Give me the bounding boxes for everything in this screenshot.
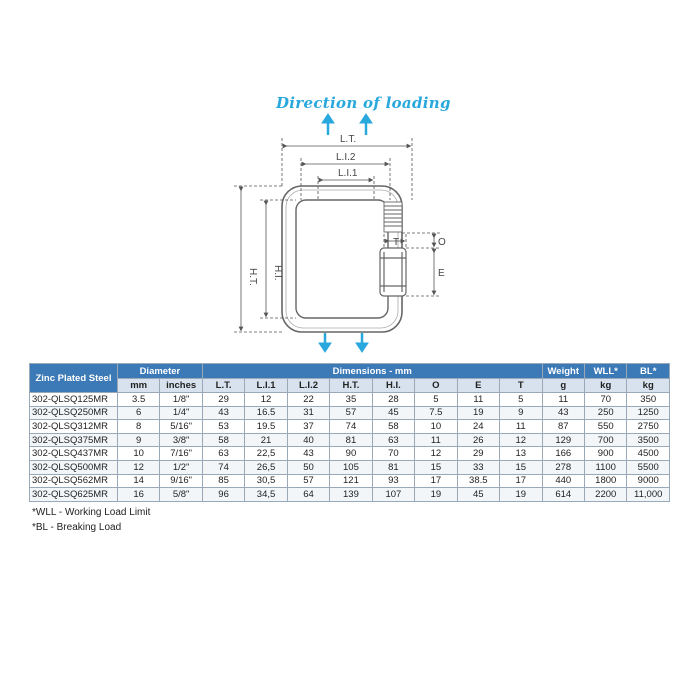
table-cell: 250 — [585, 406, 627, 420]
table-cell: 16 — [117, 488, 159, 502]
table-cell: 33 — [457, 460, 499, 474]
table-cell: 50 — [287, 460, 329, 474]
table-cell: 9000 — [627, 474, 670, 488]
table-cell: 11 — [542, 393, 584, 407]
header-product: Zinc Plated Steel — [30, 364, 118, 393]
table-cell: 3500 — [627, 433, 670, 447]
table-cell: 31 — [287, 406, 329, 420]
table-cell: 40 — [287, 433, 329, 447]
table-cell: 64 — [287, 488, 329, 502]
table-cell: 3.5 — [117, 393, 159, 407]
table-cell: 16.5 — [245, 406, 287, 420]
load-arrow-down-right — [356, 333, 368, 352]
subheader-cell: O — [415, 379, 457, 393]
table-cell: 19 — [415, 488, 457, 502]
table-cell: 57 — [287, 474, 329, 488]
load-arrow-up-left — [322, 114, 334, 135]
table-cell: 10 — [415, 420, 457, 434]
table-cell: 1800 — [585, 474, 627, 488]
table-cell: 53 — [202, 420, 244, 434]
table-cell: 21 — [245, 433, 287, 447]
table-row — [30, 447, 670, 461]
dim-label-li1: L.I.1 — [338, 168, 358, 179]
table-cell: 11,000 — [627, 488, 670, 502]
table-cell: 70 — [372, 447, 414, 461]
table-cell: 43 — [542, 406, 584, 420]
dim-label-li2: L.I.2 — [336, 152, 356, 163]
table-cell: 5/16" — [160, 420, 202, 434]
table-cell: 87 — [542, 420, 584, 434]
note-wll: *WLL - Working Load Limit — [32, 507, 151, 518]
table-row — [30, 433, 670, 447]
table-cell: 350 — [627, 393, 670, 407]
table-cell: 440 — [542, 474, 584, 488]
subheader-cell: L.I.1 — [245, 379, 287, 393]
product-code-cell: 302-QLSQ312MR — [30, 420, 118, 434]
table-cell: 900 — [585, 447, 627, 461]
table-row — [30, 393, 670, 407]
table-cell: 166 — [542, 447, 584, 461]
table-cell: 70 — [585, 393, 627, 407]
table-row — [30, 474, 670, 488]
table-cell: 74 — [202, 460, 244, 474]
table-cell: 12 — [245, 393, 287, 407]
table-cell: 26 — [457, 433, 499, 447]
table-cell: 11 — [500, 420, 543, 434]
product-code-cell: 302-QLSQ562MR — [30, 474, 118, 488]
table-cell: 63 — [202, 447, 244, 461]
table-cell: 19 — [500, 488, 543, 502]
table-cell: 2750 — [627, 420, 670, 434]
table-cell: 30,5 — [245, 474, 287, 488]
header-wll: WLL* — [585, 364, 627, 379]
table-cell: 6 — [117, 406, 159, 420]
subheader-cell: H.I. — [372, 379, 414, 393]
notes — [32, 505, 150, 535]
table-cell: 1100 — [585, 460, 627, 474]
load-arrow-down-left — [319, 333, 331, 352]
table-cell: 5500 — [627, 460, 670, 474]
table-cell: 26,5 — [245, 460, 287, 474]
note-bl: *BL - Breaking Load — [32, 522, 122, 533]
header-weight: Weight — [542, 364, 584, 379]
table-cell: 63 — [372, 433, 414, 447]
subheader-cell: L.I.2 — [287, 379, 329, 393]
table-cell: 7/16" — [160, 447, 202, 461]
subheader-cell: kg — [627, 379, 670, 393]
table-cell: 35 — [330, 393, 372, 407]
product-code-cell: 302-QLSQ250MR — [30, 406, 118, 420]
subheader-cell: H.T. — [330, 379, 372, 393]
table-cell: 58 — [372, 420, 414, 434]
table-cell: 3/8" — [160, 433, 202, 447]
table-cell: 121 — [330, 474, 372, 488]
table-cell: 17 — [500, 474, 543, 488]
table-cell: 14 — [117, 474, 159, 488]
table-cell: 1/4" — [160, 406, 202, 420]
table-header-row — [30, 364, 670, 379]
table-cell: 105 — [330, 460, 372, 474]
table-cell: 129 — [542, 433, 584, 447]
table-cell: 5/8" — [160, 488, 202, 502]
table-cell: 5 — [500, 393, 543, 407]
table-cell: 550 — [585, 420, 627, 434]
table-cell: 81 — [330, 433, 372, 447]
header-diameter: Diameter — [117, 364, 202, 379]
table-cell: 9/16" — [160, 474, 202, 488]
table-cell: 12 — [415, 447, 457, 461]
table-cell: 614 — [542, 488, 584, 502]
table-cell: 12 — [117, 460, 159, 474]
table-cell: 11 — [415, 433, 457, 447]
table-row — [30, 420, 670, 434]
product-code-cell: 302-QLSQ125MR — [30, 393, 118, 407]
table-cell: 81 — [372, 460, 414, 474]
table-cell: 19 — [457, 406, 499, 420]
table-cell: 17 — [415, 474, 457, 488]
subheader-cell: kg — [585, 379, 627, 393]
direction-of-loading-title: Direction of loading — [276, 94, 451, 112]
table-cell: 43 — [287, 447, 329, 461]
product-code-cell: 302-QLSQ437MR — [30, 447, 118, 461]
table-cell: 58 — [202, 433, 244, 447]
header-bl: BL* — [627, 364, 670, 379]
table-cell: 85 — [202, 474, 244, 488]
table-cell: 29 — [457, 447, 499, 461]
product-code-cell: 302-QLSQ625MR — [30, 488, 118, 502]
table-cell: 9 — [117, 433, 159, 447]
table-cell: 7.5 — [415, 406, 457, 420]
table-cell: 1/8" — [160, 393, 202, 407]
dim-label-t: T — [393, 237, 400, 248]
dim-label-hi: H.I. — [272, 265, 283, 281]
subheader-cell: mm — [117, 379, 159, 393]
table-cell: 1/2" — [160, 460, 202, 474]
subheader-cell: T — [500, 379, 543, 393]
table-cell: 278 — [542, 460, 584, 474]
table-cell: 43 — [202, 406, 244, 420]
table-cell: 93 — [372, 474, 414, 488]
dim-label-e: E — [438, 268, 445, 279]
table-row — [30, 460, 670, 474]
table-row — [30, 406, 670, 420]
table-row — [30, 488, 670, 502]
table-cell: 96 — [202, 488, 244, 502]
subheader-cell: g — [542, 379, 584, 393]
subheader-cell: E — [457, 379, 499, 393]
table-cell: 45 — [372, 406, 414, 420]
table-cell: 22,5 — [245, 447, 287, 461]
table-cell: 11 — [457, 393, 499, 407]
table-cell: 22 — [287, 393, 329, 407]
table-cell: 15 — [415, 460, 457, 474]
dim-label-o: O — [438, 237, 446, 248]
table-cell: 28 — [372, 393, 414, 407]
table-cell: 13 — [500, 447, 543, 461]
table-cell: 2200 — [585, 488, 627, 502]
dim-label-lt: L.T. — [340, 134, 357, 145]
header-dimensions: Dimensions - mm — [202, 364, 542, 379]
table-cell: 1250 — [627, 406, 670, 420]
table-cell: 10 — [117, 447, 159, 461]
table-cell: 9 — [500, 406, 543, 420]
table-cell: 34,5 — [245, 488, 287, 502]
load-arrow-up-right — [360, 114, 372, 135]
table-cell: 107 — [372, 488, 414, 502]
table-cell: 700 — [585, 433, 627, 447]
table-cell: 4500 — [627, 447, 670, 461]
table-cell: 15 — [500, 460, 543, 474]
subheader-cell: L.T. — [202, 379, 244, 393]
table-cell: 5 — [415, 393, 457, 407]
table-cell: 12 — [500, 433, 543, 447]
table-cell: 19.5 — [245, 420, 287, 434]
table-subheader-row — [30, 379, 670, 393]
table-cell: 24 — [457, 420, 499, 434]
table-cell: 57 — [330, 406, 372, 420]
subheader-cell: inches — [160, 379, 202, 393]
table-cell: 29 — [202, 393, 244, 407]
product-code-cell: 302-QLSQ500MR — [30, 460, 118, 474]
table-cell: 38.5 — [457, 474, 499, 488]
table-cell: 37 — [287, 420, 329, 434]
thread-section — [384, 202, 402, 232]
locking-nut — [380, 248, 406, 296]
table-cell: 139 — [330, 488, 372, 502]
product-code-cell: 302-QLSQ375MR — [30, 433, 118, 447]
spec-table — [29, 363, 670, 502]
table-cell: 74 — [330, 420, 372, 434]
table-cell: 90 — [330, 447, 372, 461]
table-cell: 8 — [117, 420, 159, 434]
dim-label-ht: H.T. — [247, 268, 258, 286]
table-cell: 45 — [457, 488, 499, 502]
